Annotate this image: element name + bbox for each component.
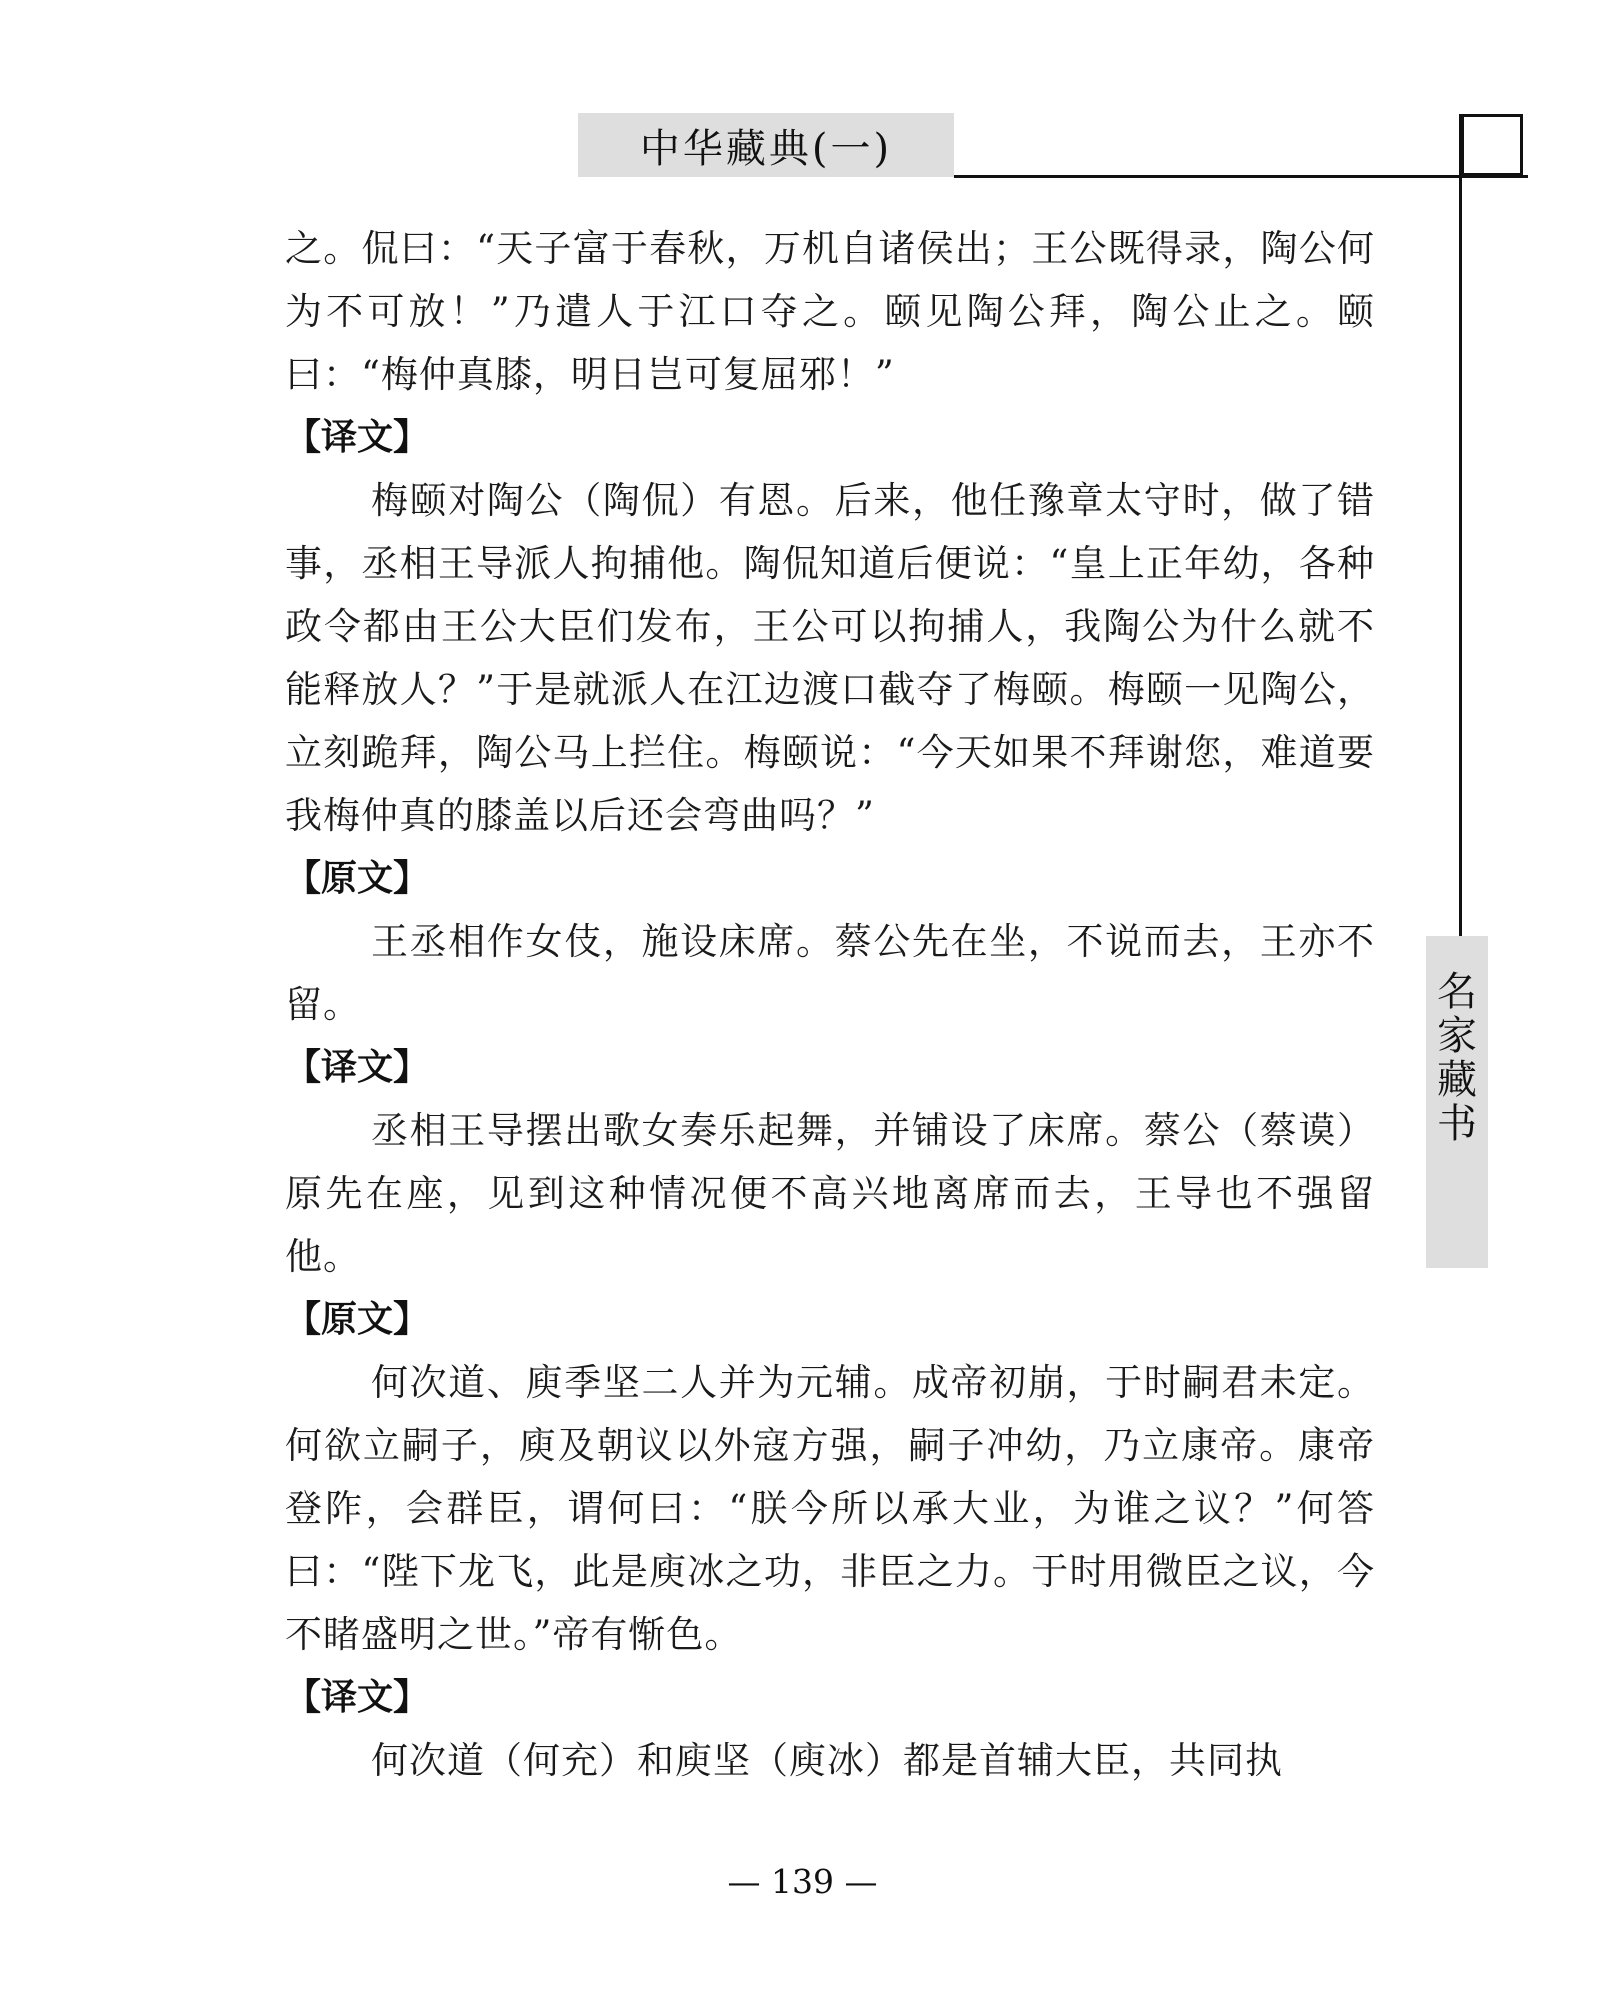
side-tab-char: 书 [1437, 1101, 1477, 1147]
section-label: 【原文】 [285, 858, 430, 899]
corner-square-ornament [1461, 114, 1523, 176]
page-body [285, 217, 1375, 1792]
section-label: 【译文】 [285, 417, 430, 458]
side-tab-char: 名 [1437, 969, 1477, 1015]
header-rule [954, 175, 1528, 178]
section-label: 【译文】 [285, 1677, 430, 1718]
book-title: 中华藏典(一) [578, 113, 954, 177]
side-tab-char: 藏 [1437, 1057, 1477, 1103]
margin-rule [1459, 114, 1462, 936]
paragraph: 何次道（何充）和庾坚（庾冰）都是首辅大臣，共同执 [371, 1739, 1283, 1782]
paragraph: 梅颐对陶公（陶侃）有恩。后来，他任豫章太守时，做了错事，丞相王导派人拘捕他。陶侃知道后便说：“皇上正年幼，各种政令都由王公大臣们发布，王公可以拘捕人，我陶公为什么就不能释放人？”于是就派人在江边渡口截夺了梅颐。梅颐一见陶公，立刻跪拜，陶公马上拦住。梅颐说：“今天如果不拜谢您，难道要我梅仲真的膝盖以后还会弯曲吗？” [285, 479, 1375, 837]
section-label: 【译文】 [285, 1047, 430, 1088]
page-number: — 139 — [727, 1862, 878, 1901]
paragraph: 何次道、庾季坚二人并为元辅。成帝初崩，于时嗣君未定。何欲立嗣子，庾及朝议以外寇方强，嗣子冲幼，乃立康帝。康帝登阼，会群臣，谓何曰：“朕今所以承大业，为谁之议？”何答曰：“陛下龙飞，此是庾冰之功，非臣之力。于时用微臣之议，今不睹盛明之世。”帝有惭色。 [285, 1361, 1375, 1656]
section-label: 【原文】 [285, 1299, 430, 1340]
side-tab [1426, 936, 1488, 1268]
side-tab-char: 家 [1437, 1013, 1477, 1059]
paragraph: 王丞相作女伎，施设床席。蔡公先在坐，不说而去，王亦不留。 [285, 920, 1375, 1026]
paragraph: 之。侃曰：“天子富于春秋，万机自诸侯出；王公既得录，陶公何为不可放！”乃遣人于江口夺之。颐见陶公拜，陶公止之。颐曰：“梅仲真膝，明日岂可复屈邪！” [285, 227, 1375, 396]
paragraph: 丞相王导摆出歌女奏乐起舞，并铺设了床席。蔡公（蔡谟）原先在座，见到这种情况便不高兴地离席而去，王导也不强留他。 [285, 1109, 1375, 1278]
